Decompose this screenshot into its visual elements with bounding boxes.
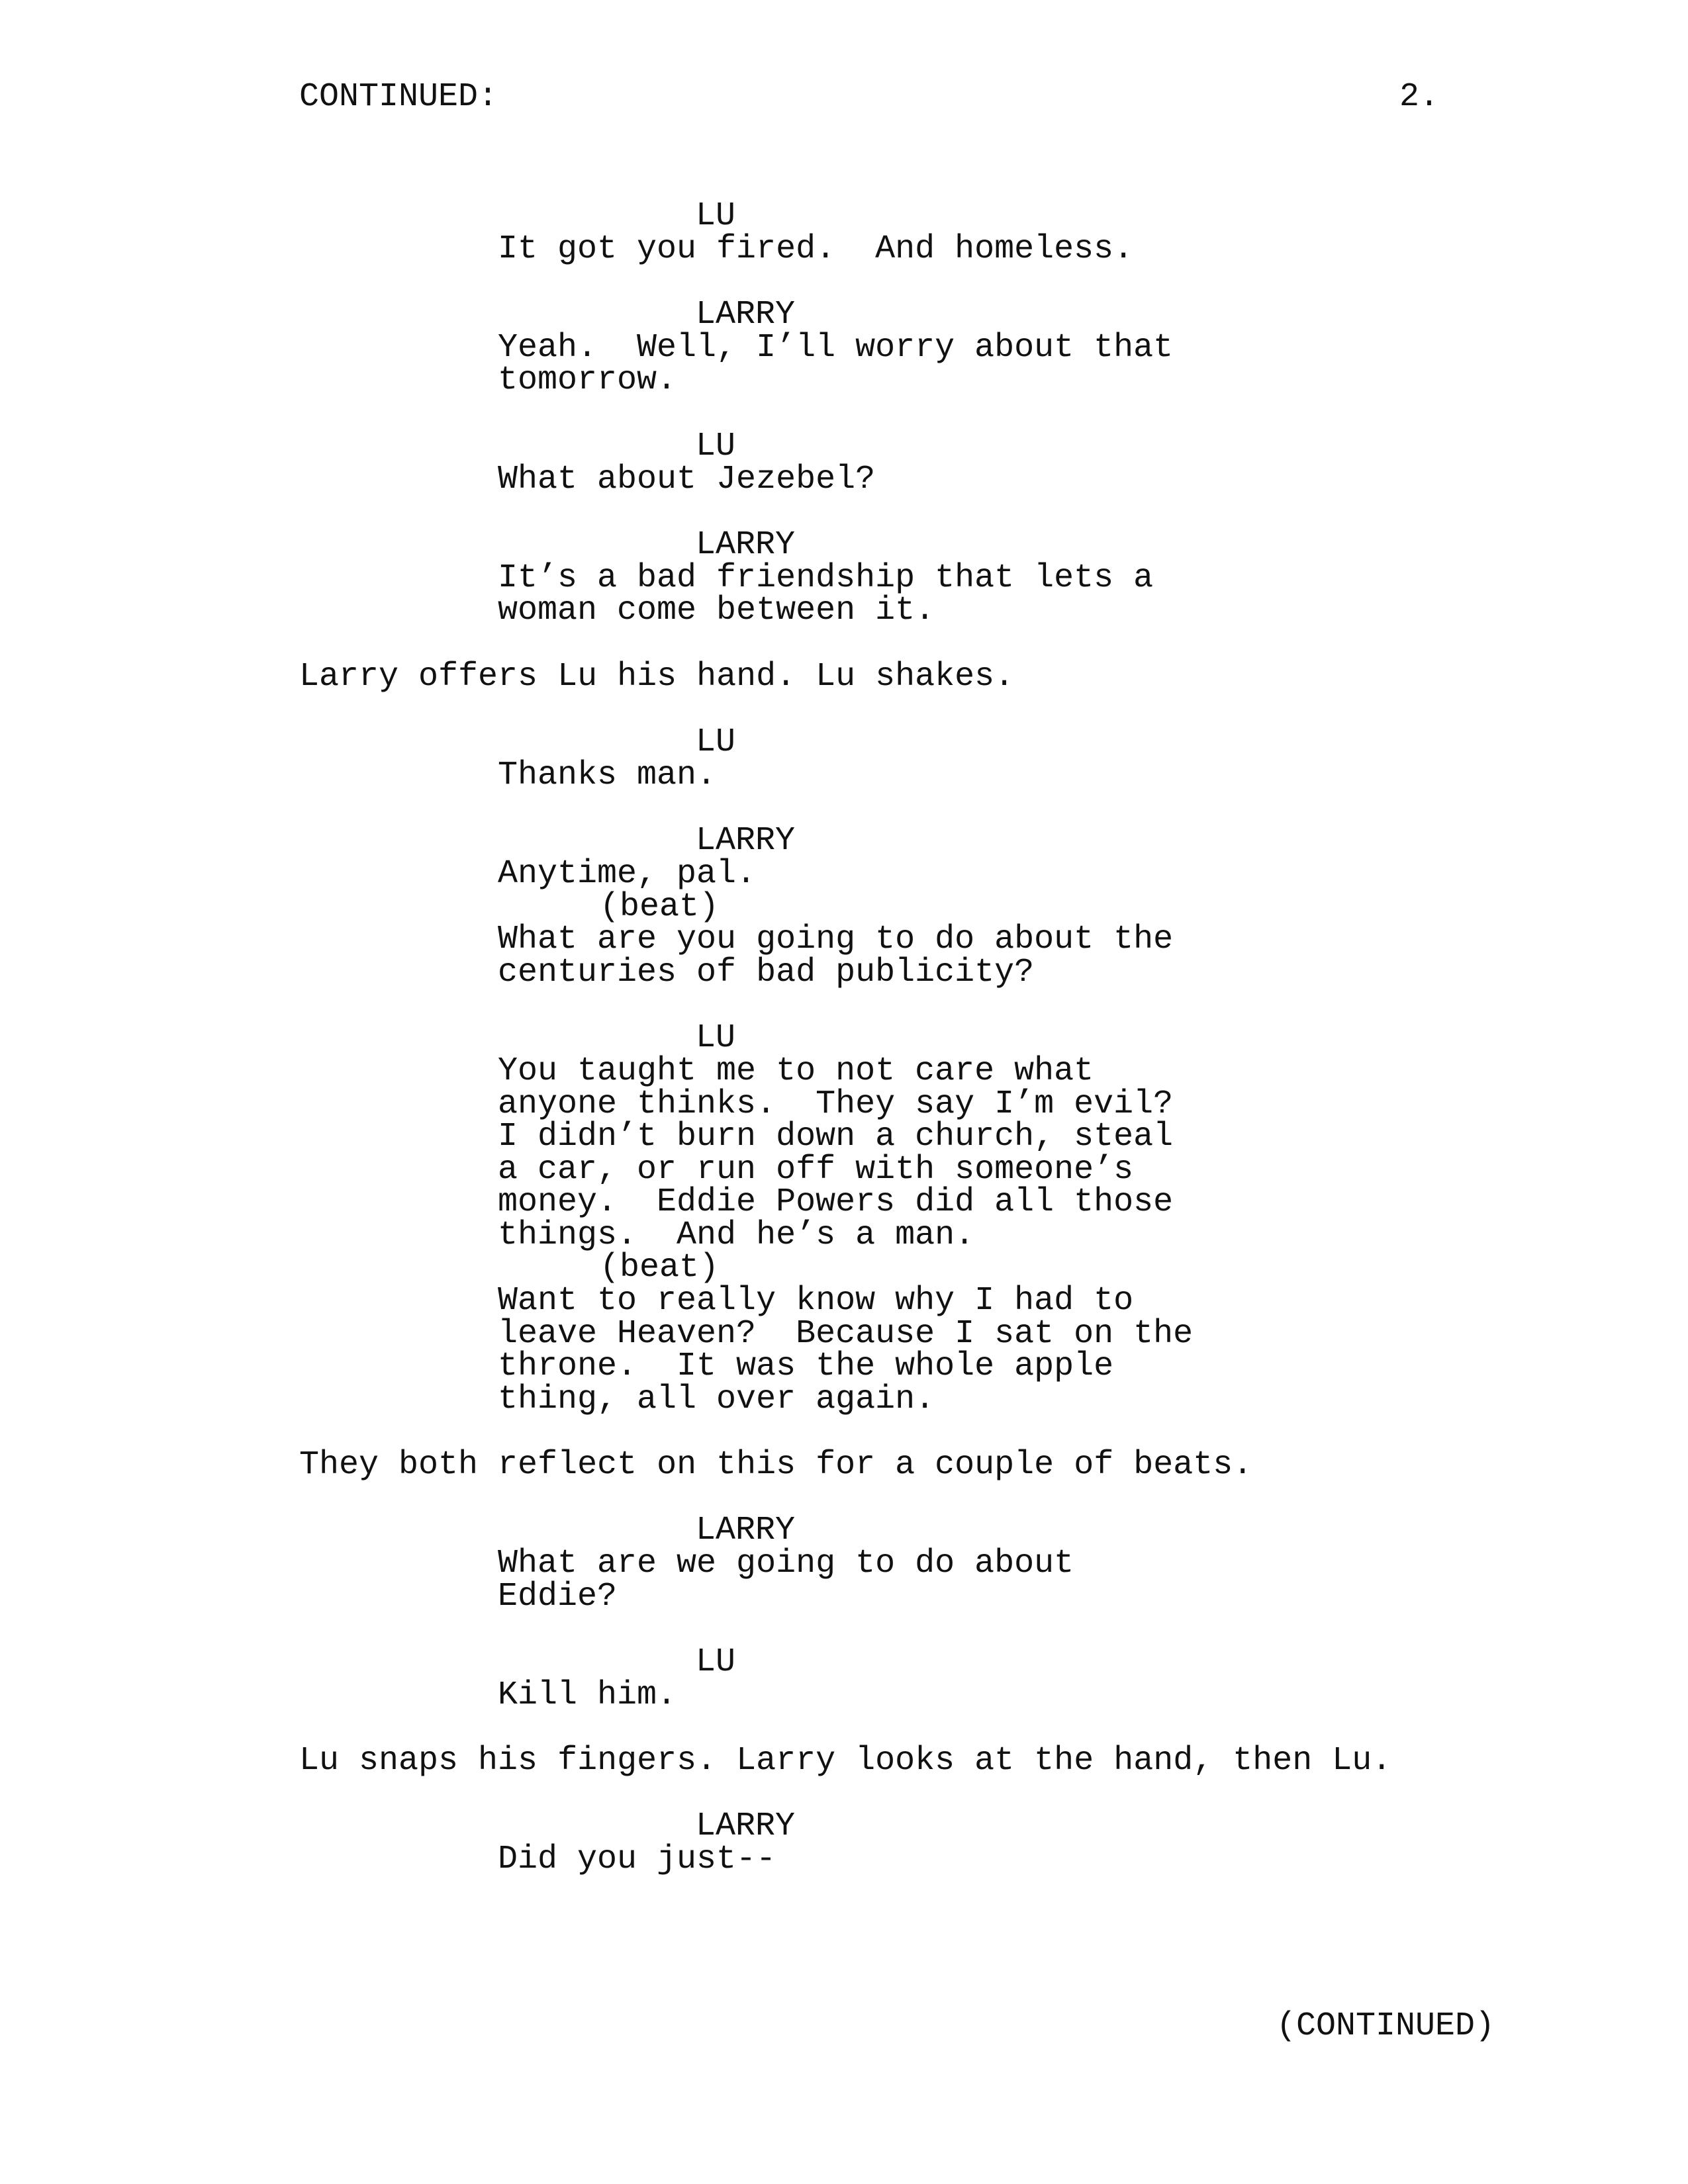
dialogue-line: Thanks man. xyxy=(498,756,717,794)
dialogue-line: Want to really know why I had to xyxy=(498,1282,1134,1320)
dialogue-line: I didn’t burn down a church, steal xyxy=(498,1118,1174,1156)
dialogue-line: Anytime, pal. xyxy=(498,855,757,893)
dialogue-line: thing, all over again. xyxy=(498,1381,935,1418)
dialogue-line: What are we going to do about xyxy=(498,1545,1074,1582)
dialogue-line: things. And he’s a man. xyxy=(498,1216,975,1254)
character-cue: LU xyxy=(696,1643,736,1681)
dialogue-line: centuries of bad publicity? xyxy=(498,954,1035,991)
character-cue: LARRY xyxy=(696,296,796,334)
dialogue-line: You taught me to not care what xyxy=(498,1052,1094,1090)
character-cue: LU xyxy=(696,1019,736,1057)
action-line: Lu snaps his fingers. Larry looks at the hand, then Lu. xyxy=(299,1742,1392,1780)
dialogue-line: money. Eddie Powers did all those xyxy=(498,1183,1174,1221)
parenthetical: (beat) xyxy=(600,1249,720,1287)
header-continued: CONTINUED: xyxy=(299,78,498,116)
dialogue-line: It got you fired. And homeless. xyxy=(498,230,1134,268)
dialogue-line: throne. It was the whole apple xyxy=(498,1347,1114,1385)
character-cue: LU xyxy=(696,723,736,761)
page-number: 2. xyxy=(1399,78,1440,116)
character-cue: LU xyxy=(696,197,736,235)
action-line: They both reflect on this for a couple of beats. xyxy=(299,1446,1253,1484)
dialogue-line: tomorrow. xyxy=(498,361,677,399)
dialogue-line: Eddie? xyxy=(498,1578,618,1615)
character-cue: LARRY xyxy=(696,1512,796,1549)
dialogue-line: Kill him. xyxy=(498,1676,677,1714)
parenthetical: (beat) xyxy=(600,888,720,926)
dialogue-line: It’s a bad friendship that lets a xyxy=(498,559,1154,597)
action-line: Larry offers Lu his hand. Lu shakes. xyxy=(299,658,1015,696)
dialogue-line: woman come between it. xyxy=(498,592,935,629)
character-cue: LARRY xyxy=(696,1807,796,1845)
dialogue-line: a car, or run off with someone’s xyxy=(498,1151,1134,1189)
footer-continued: (CONTINUED) xyxy=(1276,2007,1495,2045)
character-cue: LU xyxy=(696,428,736,465)
dialogue-line: What are you going to do about the xyxy=(498,921,1174,958)
character-cue: LARRY xyxy=(696,822,796,860)
dialogue-line: Yeah. Well, I’ll worry about that xyxy=(498,329,1174,367)
dialogue-line: leave Heaven? Because I sat on the xyxy=(498,1315,1194,1353)
dialogue-line: anyone thinks. They say I’m evil? xyxy=(498,1085,1174,1123)
character-cue: LARRY xyxy=(696,526,796,564)
dialogue-line: Did you just-- xyxy=(498,1841,776,1878)
dialogue-line: What about Jezebel? xyxy=(498,461,876,498)
